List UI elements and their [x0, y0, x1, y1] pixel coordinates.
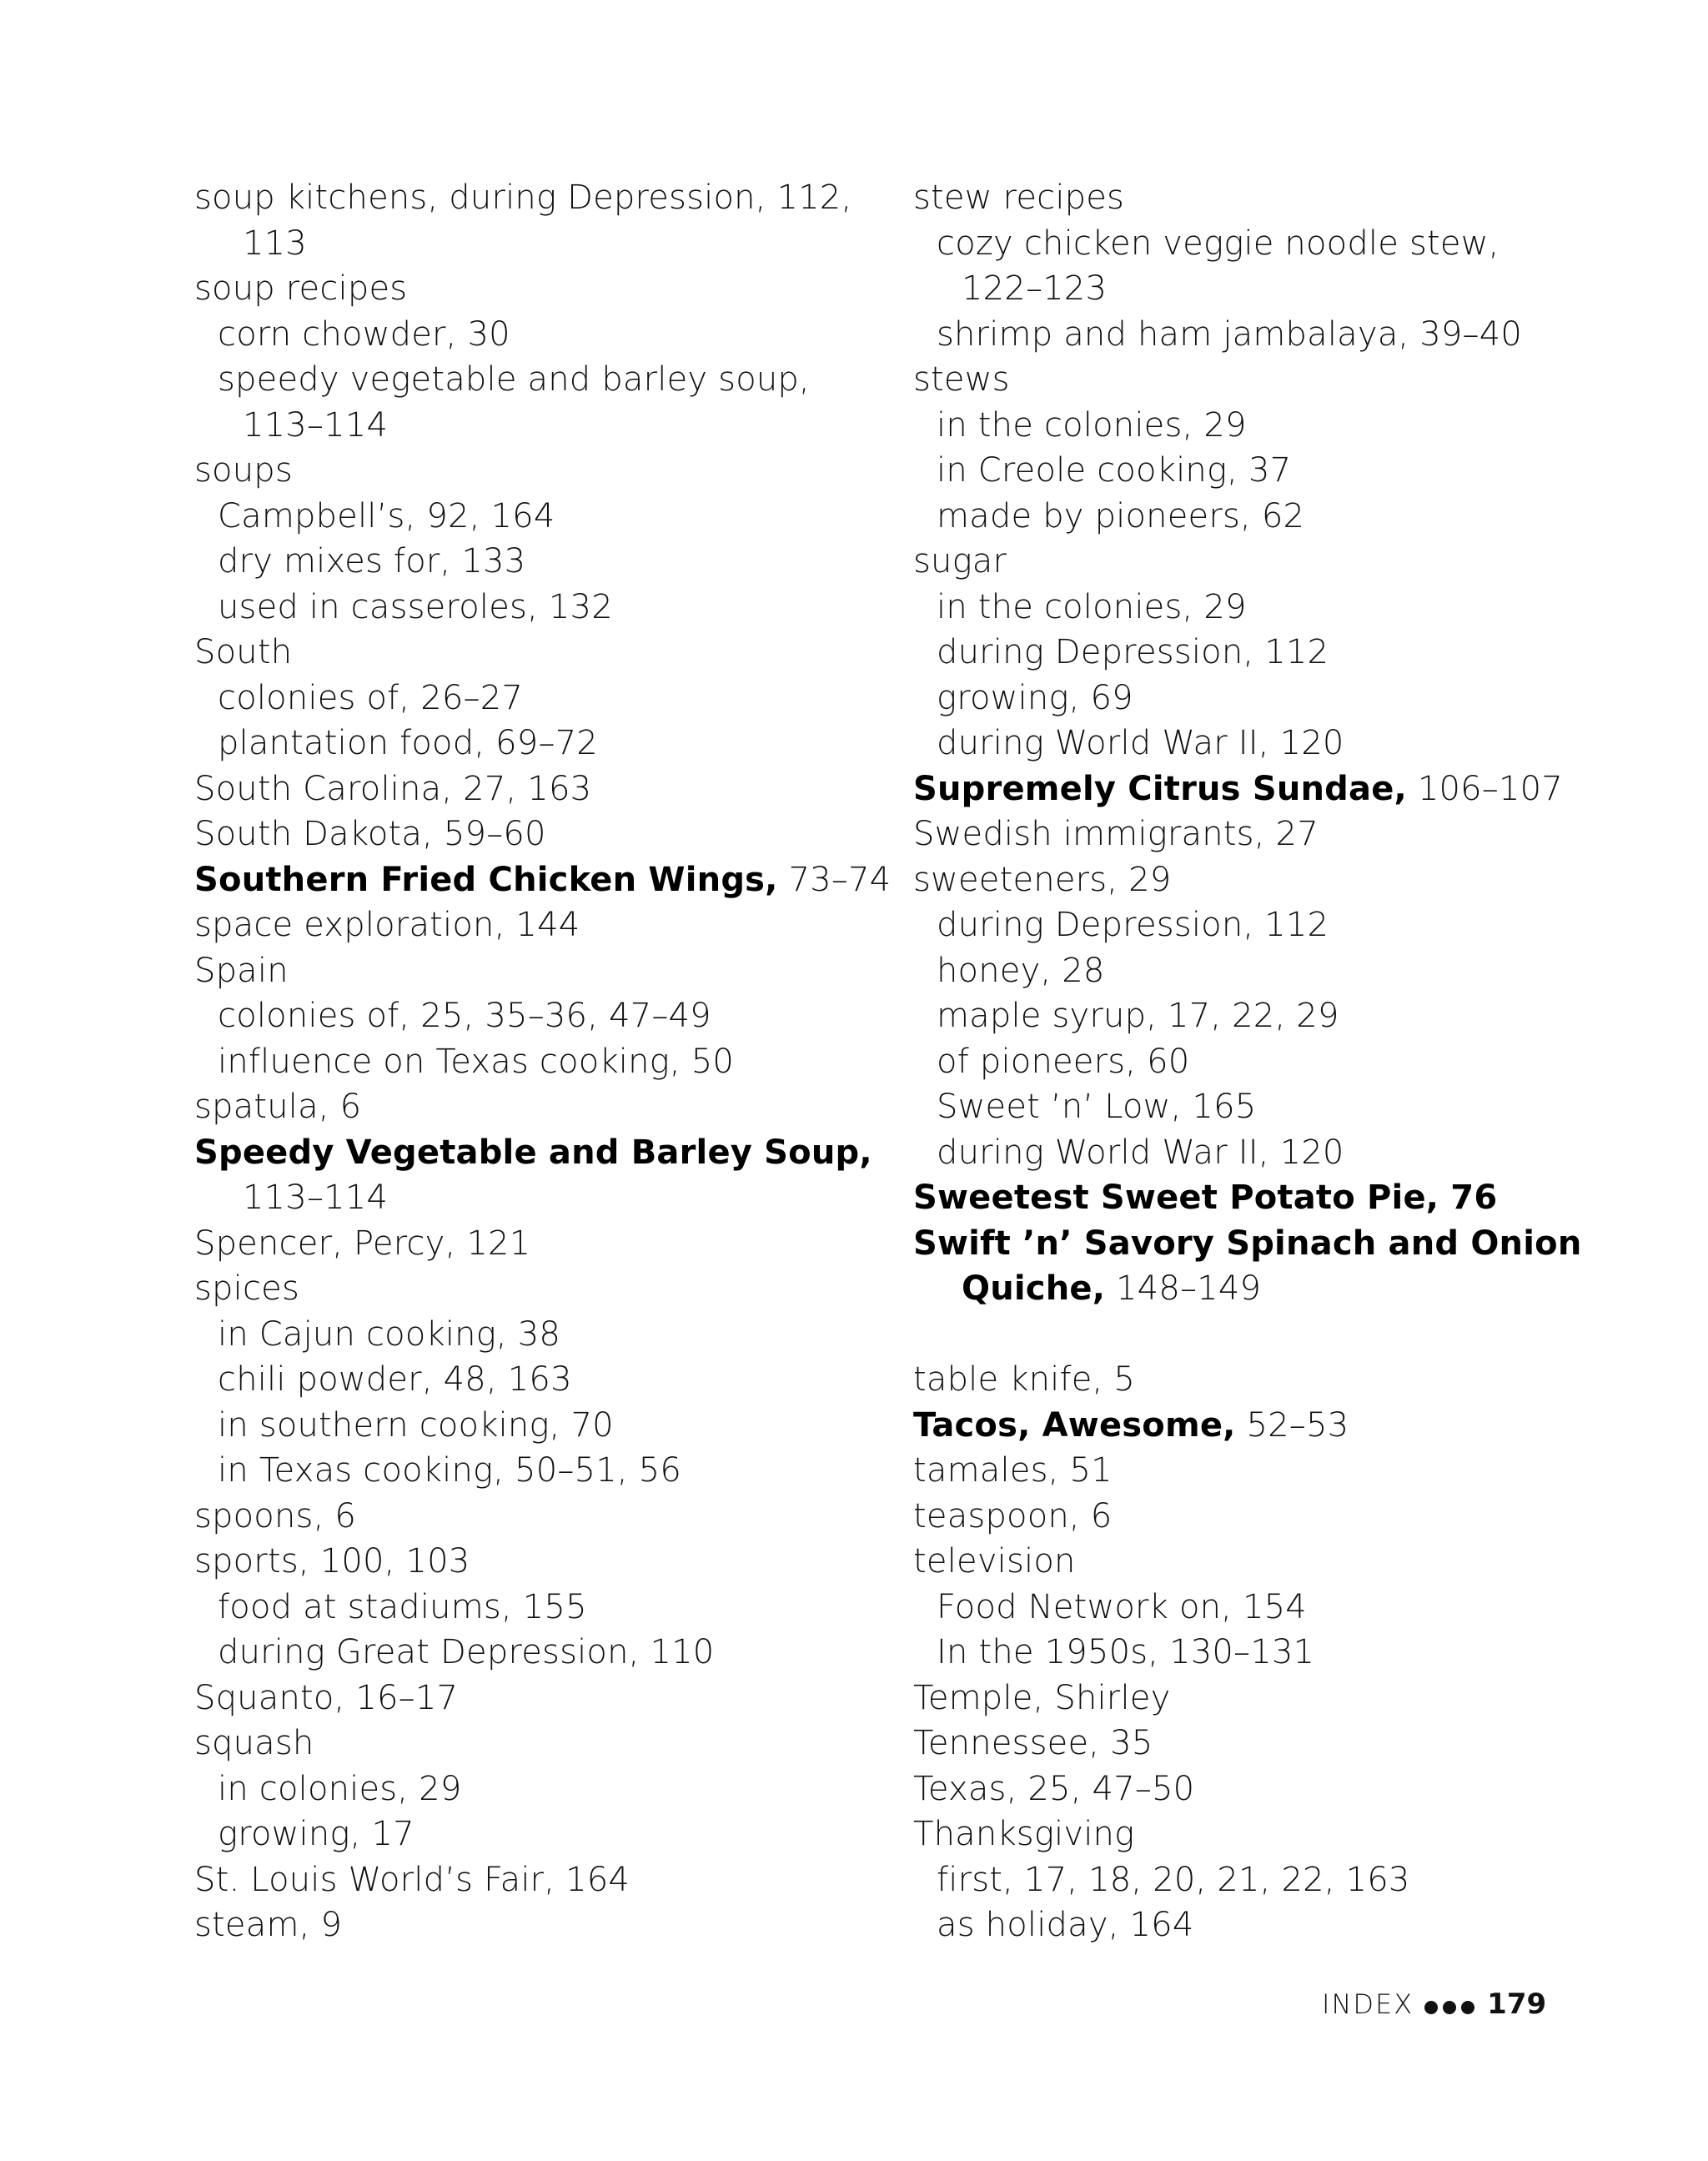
index-entry — [913, 766, 1630, 812]
index-entry — [194, 857, 912, 903]
index-continuation — [194, 403, 912, 449]
entry-text: teaspoon, 6 — [913, 1496, 1113, 1535]
index-subentry — [194, 993, 912, 1039]
entry-text: in colonies, 29 — [218, 1769, 462, 1808]
index-subentry — [194, 1312, 912, 1358]
index-entry — [194, 630, 912, 676]
entry-text: 52–53 — [1235, 1405, 1349, 1445]
index-subentry — [913, 221, 1630, 267]
index-continuation — [194, 221, 912, 267]
index-subentry — [194, 1357, 912, 1403]
recipe-title: Tacos, Awesome, — [913, 1405, 1236, 1445]
index-entry — [194, 1266, 912, 1312]
index-entry — [194, 1221, 912, 1267]
index-subentry — [913, 721, 1630, 766]
index-entry — [913, 1676, 1630, 1721]
entry-text: growing, 69 — [937, 678, 1133, 717]
index-continuation — [913, 1266, 1630, 1312]
entry-text: during Depression, 112 — [937, 633, 1329, 671]
index-entry — [913, 1403, 1630, 1449]
index-entry — [194, 948, 912, 994]
entry-text: during World War II, 120 — [937, 724, 1344, 762]
entry-text: St. Louis World’s Fair, 164 — [194, 1860, 630, 1899]
entry-text: as holiday, 164 — [937, 1906, 1194, 1944]
page-number: 179 — [1487, 1988, 1547, 2021]
recipe-title: Swift ’n’ Savory Spinach and Onion — [913, 1224, 1582, 1263]
entry-text: chili powder, 48, 163 — [218, 1360, 572, 1399]
entry-text: Spencer, Percy, 121 — [194, 1224, 531, 1263]
entry-text: corn chowder, 30 — [218, 314, 510, 354]
index-entry — [913, 1448, 1630, 1494]
entry-text: squash — [194, 1724, 314, 1762]
index-continuation — [194, 1175, 912, 1221]
index-column-right — [913, 175, 1630, 1948]
recipe-title: Southern Fried Chicken Wings, — [194, 860, 778, 899]
index-subentry — [194, 585, 912, 631]
entry-text: sweeteners, 29 — [913, 860, 1172, 899]
bullet-dots-icon — [1422, 1985, 1477, 2027]
index-subentry — [194, 1039, 912, 1085]
entry-text: cozy chicken veggie noodle stew, — [937, 224, 1500, 263]
recipe-title: Sweetest Sweet Potato Pie, 76 — [913, 1178, 1498, 1217]
index-entry — [194, 1721, 912, 1766]
page-footer — [1322, 1983, 1546, 2025]
entry-text: first, 17, 18, 20, 21, 22, 163 — [937, 1860, 1410, 1899]
index-entry — [913, 857, 1630, 903]
recipe-title: Quiche, — [962, 1269, 1106, 1308]
index-entry — [194, 1902, 912, 1948]
recipe-title: Speedy Vegetable and Barley Soup, — [194, 1133, 872, 1172]
entry-text: in southern cooking, 70 — [218, 1405, 614, 1445]
index-entry — [194, 266, 912, 312]
entry-text: spatula, 6 — [194, 1088, 362, 1126]
index-entry — [913, 1539, 1630, 1585]
entry-text: colonies of, 25, 35–36, 47–49 — [218, 997, 711, 1035]
entry-text: Swedish immigrants, 27 — [913, 815, 1319, 853]
index-entry — [913, 1221, 1630, 1267]
index-subentry — [913, 1857, 1630, 1903]
entry-text: Squanto, 16–17 — [194, 1678, 459, 1717]
letter-group-gap — [913, 1312, 1630, 1358]
entry-text: shrimp and ham jambalaya, 39–40 — [937, 314, 1523, 354]
index-entry — [913, 175, 1630, 221]
entry-text: in the colonies, 29 — [937, 587, 1247, 626]
entry-text: during Great Depression, 110 — [218, 1633, 715, 1671]
index-entry — [194, 1857, 912, 1903]
entry-text: tamales, 51 — [913, 1451, 1113, 1490]
index-subentry — [913, 403, 1630, 449]
index-subentry — [194, 676, 912, 721]
index-entry — [194, 1539, 912, 1585]
entry-text: South Dakota, 59–60 — [194, 815, 546, 853]
entry-text: spoons, 6 — [194, 1496, 357, 1535]
index-subentry — [194, 1630, 912, 1676]
index-subentry — [194, 494, 912, 540]
entry-text: steam, 9 — [194, 1906, 343, 1944]
entry-text: 122–123 — [962, 269, 1108, 308]
index-subentry — [913, 585, 1630, 631]
entry-text: television — [913, 1542, 1076, 1581]
index-subentry — [913, 1585, 1630, 1631]
index-column-left — [194, 175, 912, 1948]
entry-text: used in casseroles, 132 — [218, 587, 613, 626]
entry-text: honey, 28 — [937, 951, 1105, 990]
index-subentry — [194, 312, 912, 358]
index-subentry — [913, 494, 1630, 540]
entry-text: South — [194, 633, 293, 671]
index-entry — [194, 1676, 912, 1721]
index-entry — [913, 1721, 1630, 1766]
entry-text: stew recipes — [913, 178, 1125, 217]
entry-text: food at stadiums, 155 — [218, 1587, 587, 1626]
entry-text: during Depression, 112 — [937, 906, 1329, 944]
entry-text: Campbell’s, 92, 164 — [218, 496, 555, 535]
entry-text: influence on Texas cooking, 50 — [218, 1042, 735, 1081]
entry-text: Sweet ’n’ Low, 165 — [937, 1088, 1257, 1126]
index-entry — [194, 766, 912, 812]
entry-text: space exploration, 144 — [194, 906, 580, 944]
entry-text: in Creole cooking, 37 — [937, 451, 1292, 490]
index-entry — [913, 1175, 1630, 1221]
index-entry — [194, 448, 912, 494]
index-entry — [913, 357, 1630, 403]
entry-text: 106–107 — [1406, 769, 1563, 808]
entry-text: In the 1950s, 130–131 — [937, 1633, 1315, 1671]
entry-text: sports, 100, 103 — [194, 1542, 470, 1581]
entry-text: in Cajun cooking, 38 — [218, 1314, 561, 1354]
entry-text: maple syrup, 17, 22, 29 — [937, 997, 1339, 1035]
index-entry — [194, 175, 912, 221]
index-subentry — [194, 1766, 912, 1812]
entry-text: speedy vegetable and barley soup, — [218, 360, 810, 399]
index-subentry — [913, 676, 1630, 721]
entry-text: in the colonies, 29 — [937, 405, 1247, 445]
entry-text: 73–74 — [777, 860, 892, 899]
entry-text: 113–114 — [243, 1178, 389, 1217]
recipe-title: Supremely Citrus Sundae, — [913, 769, 1407, 808]
index-subentry — [913, 948, 1630, 994]
entry-text: Food Network on, 154 — [937, 1587, 1307, 1626]
entry-text: soup recipes — [194, 269, 408, 308]
index-entry — [194, 1084, 912, 1130]
entry-text: made by pioneers, 62 — [937, 496, 1305, 535]
entry-text: Spain — [194, 951, 289, 990]
index-entry — [913, 539, 1630, 585]
entry-text: soup kitchens, during Depression, 112, — [194, 178, 852, 217]
entry-text: soups — [194, 451, 293, 490]
entry-text: dry mixes for, 133 — [218, 542, 526, 580]
index-subentry — [194, 539, 912, 585]
index-subentry — [913, 1902, 1630, 1948]
index-subentry — [913, 630, 1630, 676]
entry-text: Tennessee, 35 — [913, 1724, 1153, 1762]
index-subentry — [194, 357, 912, 403]
entry-text: sugar — [913, 542, 1007, 580]
entry-text: colonies of, 26–27 — [218, 678, 524, 717]
index-subentry — [913, 1630, 1630, 1676]
index-entry — [913, 1357, 1630, 1403]
index-entry — [194, 902, 912, 948]
entry-text: Texas, 25, 47–50 — [913, 1769, 1195, 1808]
index-subentry — [913, 993, 1630, 1039]
entry-text: growing, 17 — [218, 1815, 414, 1853]
entry-text: during World War II, 120 — [937, 1133, 1344, 1172]
index-entry — [194, 812, 912, 857]
entry-text: table knife, 5 — [913, 1360, 1136, 1399]
index-subentry — [194, 1585, 912, 1631]
index-subentry — [913, 448, 1630, 494]
entry-text: South Carolina, 27, 163 — [194, 769, 592, 808]
index-subentry — [194, 1812, 912, 1857]
index-subentry — [194, 1448, 912, 1494]
index-entry — [913, 812, 1630, 857]
entry-text: Thanksgiving — [913, 1815, 1135, 1853]
entry-text: plantation food, 69–72 — [218, 724, 598, 762]
section-label: INDEX — [1322, 1988, 1414, 2020]
index-subentry — [913, 1130, 1630, 1176]
index-subentry — [194, 721, 912, 766]
index-entry — [194, 1130, 912, 1176]
index-entry — [194, 1494, 912, 1540]
entry-text: of pioneers, 60 — [937, 1042, 1190, 1081]
entry-text: stews — [913, 360, 1010, 399]
entry-text: in Texas cooking, 50–51, 56 — [218, 1451, 681, 1490]
index-subentry — [913, 1039, 1630, 1085]
entry-text: 113–114 — [243, 405, 389, 445]
index-entry — [913, 1812, 1630, 1857]
index-entry — [913, 1494, 1630, 1540]
index-subentry — [913, 1084, 1630, 1130]
entry-text: Temple, Shirley — [913, 1678, 1171, 1717]
index-subentry — [194, 1403, 912, 1449]
index-entry — [913, 1766, 1630, 1812]
entry-text: 148–149 — [1105, 1269, 1262, 1308]
entry-text: 113 — [243, 224, 307, 263]
index-subentry — [913, 312, 1630, 358]
index-subentry — [913, 902, 1630, 948]
entry-text: spices — [194, 1269, 299, 1308]
index-continuation — [913, 266, 1630, 312]
